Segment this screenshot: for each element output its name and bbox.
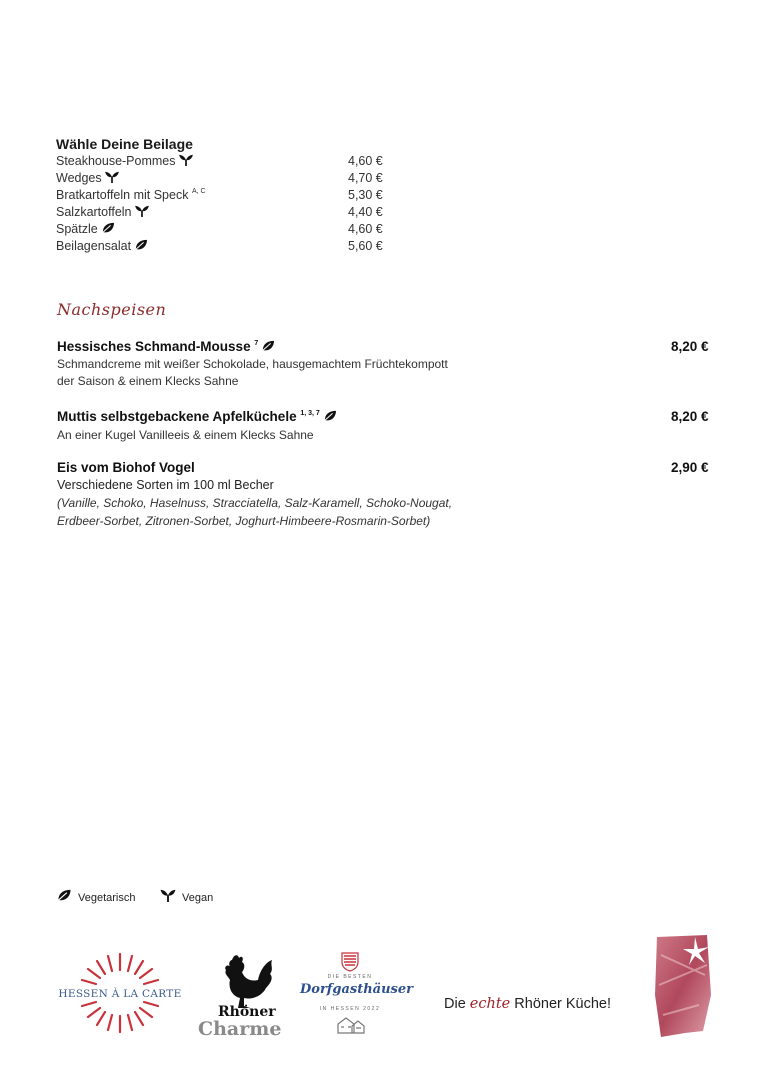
side-item: [56, 205, 386, 222]
side-price: 5,30 €: [348, 188, 383, 202]
desserts-heading: Nachspeisen: [57, 300, 167, 319]
side-name: Steakhouse-Pommes: [56, 154, 176, 168]
allergen-sup: 7: [254, 340, 259, 347]
dish-title: [57, 339, 275, 354]
vegan-icon: [105, 171, 119, 183]
dish-title: [57, 460, 195, 475]
dorf-bottom-text: IN HESSEN 2022: [319, 1006, 381, 1012]
dish-subtitle: Verschiedene Sorten im 100 ml Becher: [57, 478, 274, 492]
dish-flavors: (Vanille, Schoko, Haselnuss, Stracciatella, Salz-Karamell, Schoko-Nougat,: [57, 496, 453, 510]
side-price: 4,40 €: [348, 205, 383, 219]
side-item: [56, 188, 386, 205]
hessen-a-la-carte-logo: [54, 950, 186, 1040]
dish-flavors: Erdbeer-Sorbet, Zitronen-Sorbet, Joghurt-Himbeere-Rosmarin-Sorbet): [57, 514, 431, 528]
vegetarian-icon: [261, 340, 275, 352]
dish-title: [57, 409, 337, 424]
dish-name: Muttis selbstgebackene Apfelküchele: [57, 409, 297, 424]
dish-price: 8,20 €: [671, 339, 709, 354]
vegan-icon: [135, 205, 149, 217]
dorfgasthaeuser-logo: [300, 950, 413, 1042]
hessen-logo-text: HESSEN À LA CARTE: [54, 988, 186, 1000]
side-item: [56, 154, 386, 171]
side-name: Salzkartoffeln: [56, 205, 132, 219]
dorf-main-text: Dorfgasthäuser: [300, 982, 413, 997]
sides-title: Wähle Deine Beilage: [56, 136, 193, 152]
legend-vegan: Vegan: [160, 889, 213, 904]
vegetarian-icon: [101, 222, 115, 234]
side-price: 5,60 €: [348, 239, 383, 253]
side-item: [56, 222, 386, 239]
dorf-top-text: DIE BESTEN: [327, 974, 373, 980]
vegan-icon: [179, 154, 193, 166]
slogan: Die echte Rhöner Küche!: [444, 996, 612, 1012]
red-watercolor-logo: [655, 935, 711, 1037]
side-price: 4,70 €: [348, 171, 383, 185]
dish-description: Schmandcreme mit weißer Schokolade, hausgemachtem Früchtekompott: [57, 357, 448, 371]
side-name: Bratkartoffeln mit Speck: [56, 188, 189, 202]
dish-price: 8,20 €: [671, 409, 709, 424]
side-price: 4,60 €: [348, 154, 383, 168]
rhoener-charme-logo: [196, 952, 288, 1044]
slogan-accent: echte: [469, 996, 511, 1012]
legend-vegetarian: Vegetarisch: [56, 889, 135, 904]
rhoener-text: Rhöner: [218, 1004, 276, 1020]
side-price: 4,60 €: [348, 222, 383, 236]
vegetarian-icon: [134, 239, 148, 251]
dish-description: An einer Kugel Vanilleeis & einem Klecks Sahne: [57, 428, 314, 442]
allergen-sup: A, C: [191, 188, 206, 195]
vegan-icon: [160, 889, 176, 902]
crest-icon: [341, 952, 359, 972]
side-name: Spätzle: [56, 222, 98, 236]
allergen-sup: 1, 3, 7: [300, 410, 320, 417]
dish-description: der Saison & einem Klecks Sahne: [57, 374, 239, 388]
charme-text: Charme: [198, 1018, 282, 1040]
house-icon: [336, 1016, 366, 1034]
side-name: Wedges: [56, 171, 102, 185]
side-name: Beilagensalat: [56, 239, 132, 253]
vegetarian-icon: [323, 410, 337, 422]
rooster-icon: [220, 952, 276, 1010]
dish-name: Eis vom Biohof Vogel: [57, 460, 195, 475]
vegetarian-icon: [56, 889, 72, 902]
dish-price: 2,90 €: [671, 460, 709, 475]
side-item: [56, 171, 386, 188]
dish-name: Hessisches Schmand-Mousse: [57, 339, 251, 354]
side-item: [56, 239, 386, 256]
